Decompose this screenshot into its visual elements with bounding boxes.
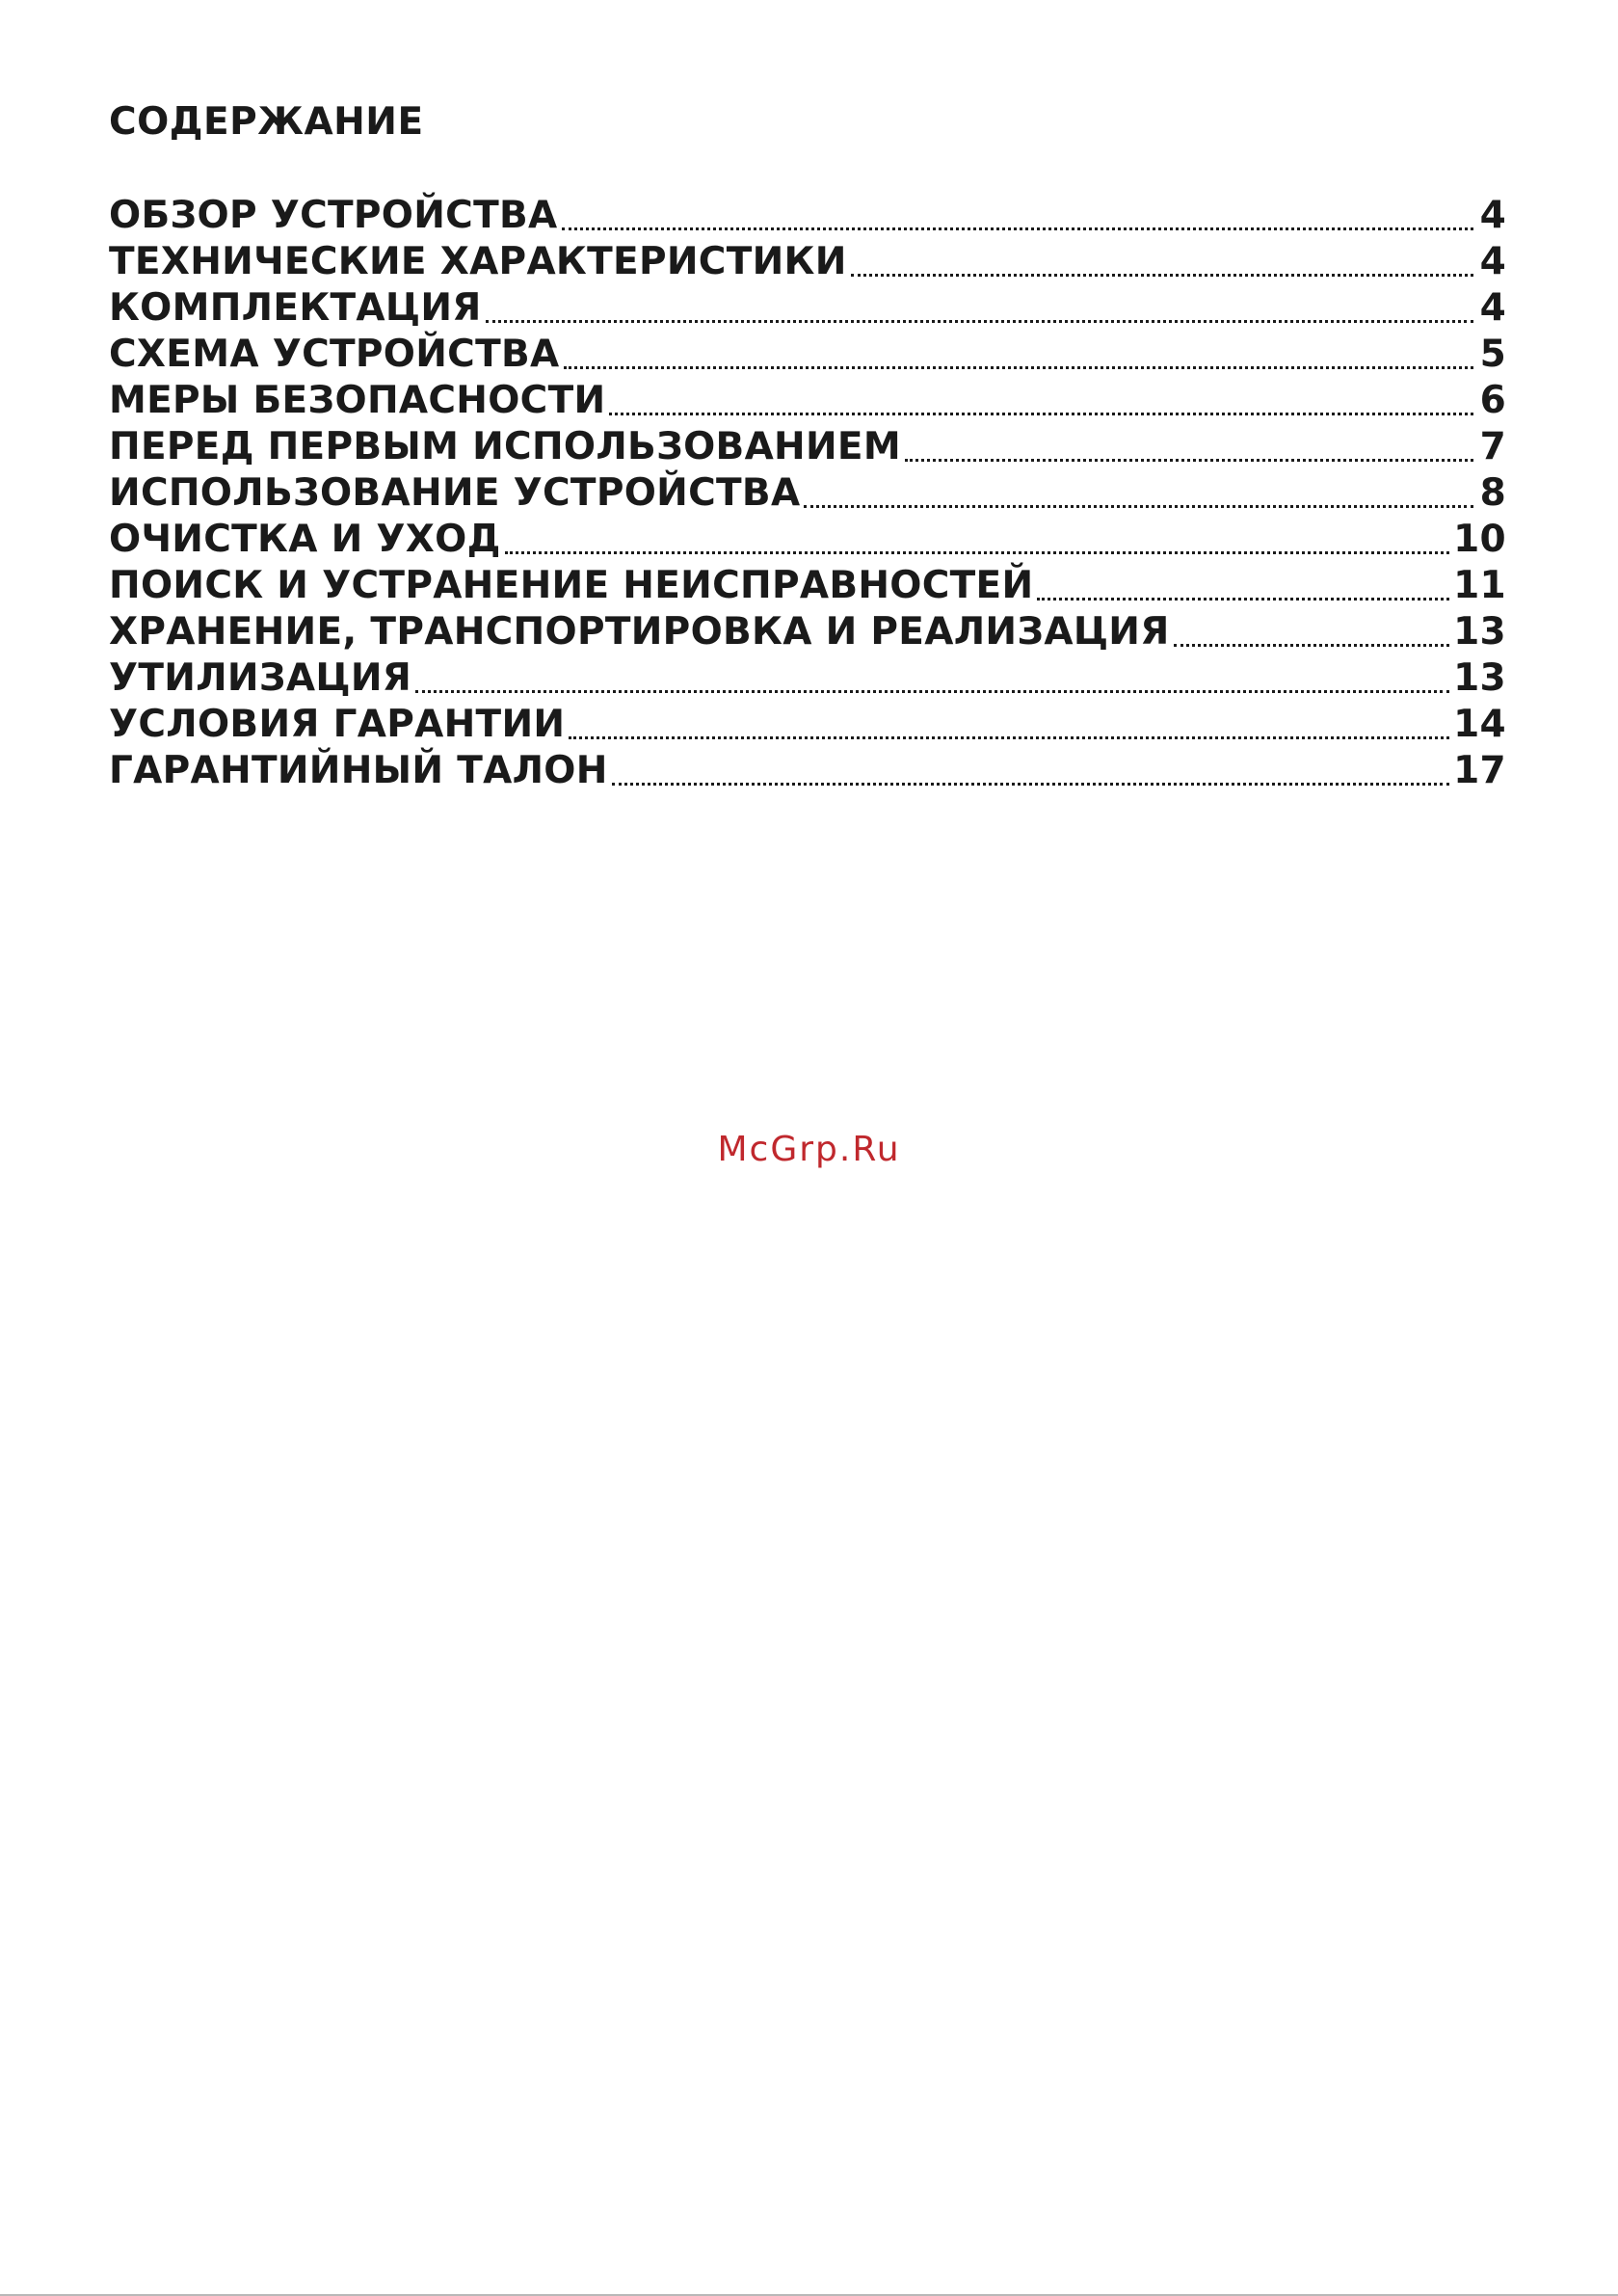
toc-entry-page: 5: [1479, 333, 1506, 376]
toc-entry-label: УТИЛИЗАЦИЯ: [109, 656, 412, 700]
toc-dot-leader: [1174, 644, 1450, 647]
toc-entry[interactable]: [109, 470, 1506, 517]
toc-dot-leader: [569, 736, 1449, 739]
toc-entry-label: ГАРАНТИЙНЫЙ ТАЛОН: [109, 749, 608, 792]
toc-entry-page: 7: [1479, 425, 1506, 468]
toc-entry[interactable]: [109, 285, 1506, 332]
toc-entry-label: УСЛОВИЯ ГАРАНТИИ: [109, 703, 566, 746]
toc-entry[interactable]: [109, 332, 1506, 378]
toc-entry[interactable]: [109, 193, 1506, 239]
toc-entry-label: ТЕХНИЧЕСКИЕ ХАРАКТЕРИСТИКИ: [109, 240, 847, 283]
toc-entry[interactable]: [109, 517, 1506, 563]
toc-entry[interactable]: [109, 609, 1506, 655]
toc-entry-page: 13: [1453, 656, 1506, 700]
table-of-contents: [109, 193, 1506, 794]
toc-entry-page: 17: [1453, 749, 1506, 792]
toc-entry-page: 4: [1479, 240, 1506, 283]
toc-dot-leader: [486, 320, 1473, 323]
toc-entry-label: ОЧИСТКА И УХОД: [109, 518, 501, 561]
toc-dot-leader: [1037, 598, 1449, 601]
toc-entry-label: ХРАНЕНИЕ, ТРАНСПОРТИРОВКА И РЕАЛИЗАЦИЯ: [109, 610, 1170, 654]
toc-entry-label: КОМПЛЕКТАЦИЯ: [109, 286, 482, 330]
toc-entry[interactable]: [109, 239, 1506, 285]
toc-dot-leader: [562, 227, 1473, 230]
toc-entry-label: ИСПОЛЬЗОВАНИЕ УСТРОЙСТВА: [109, 471, 801, 515]
watermark-text: McGrp.Ru: [717, 1130, 901, 1169]
toc-entry[interactable]: [109, 655, 1506, 702]
toc-entry-label: ОБЗОР УСТРОЙСТВА: [109, 194, 558, 237]
toc-entry-label: МЕРЫ БЕЗОПАСНОСТИ: [109, 379, 606, 422]
toc-entry[interactable]: [109, 702, 1506, 748]
toc-dot-leader: [905, 459, 1473, 462]
toc-entry-page: 13: [1453, 610, 1506, 654]
toc-entry[interactable]: [109, 378, 1506, 424]
toc-dot-leader: [612, 783, 1449, 786]
toc-entry-page: 10: [1453, 518, 1506, 561]
toc-dot-leader: [609, 413, 1473, 415]
toc-entry-label: СХЕМА УСТРОЙСТВА: [109, 333, 560, 376]
toc-entry-label: ПЕРЕД ПЕРВЫМ ИСПОЛЬЗОВАНИЕМ: [109, 425, 901, 468]
toc-entry-page: 4: [1479, 286, 1506, 330]
toc-entry[interactable]: [109, 748, 1506, 794]
toc-entry[interactable]: [109, 424, 1506, 470]
toc-dot-leader: [851, 274, 1473, 277]
toc-entry[interactable]: [109, 563, 1506, 609]
toc-dot-leader: [564, 366, 1473, 369]
toc-dot-leader: [505, 551, 1450, 554]
toc-dot-leader: [415, 690, 1449, 693]
toc-entry-page: 11: [1453, 564, 1506, 607]
toc-entry-page: 4: [1479, 194, 1506, 237]
toc-entry-page: 14: [1453, 703, 1506, 746]
page-title: СОДЕРЖАНИЕ: [109, 100, 424, 144]
toc-entry-label: ПОИСК И УСТРАНЕНИЕ НЕИСПРАВНОСТЕЙ: [109, 564, 1034, 607]
toc-entry-page: 6: [1479, 379, 1506, 422]
toc-dot-leader: [804, 505, 1473, 508]
toc-entry-page: 8: [1479, 471, 1506, 515]
